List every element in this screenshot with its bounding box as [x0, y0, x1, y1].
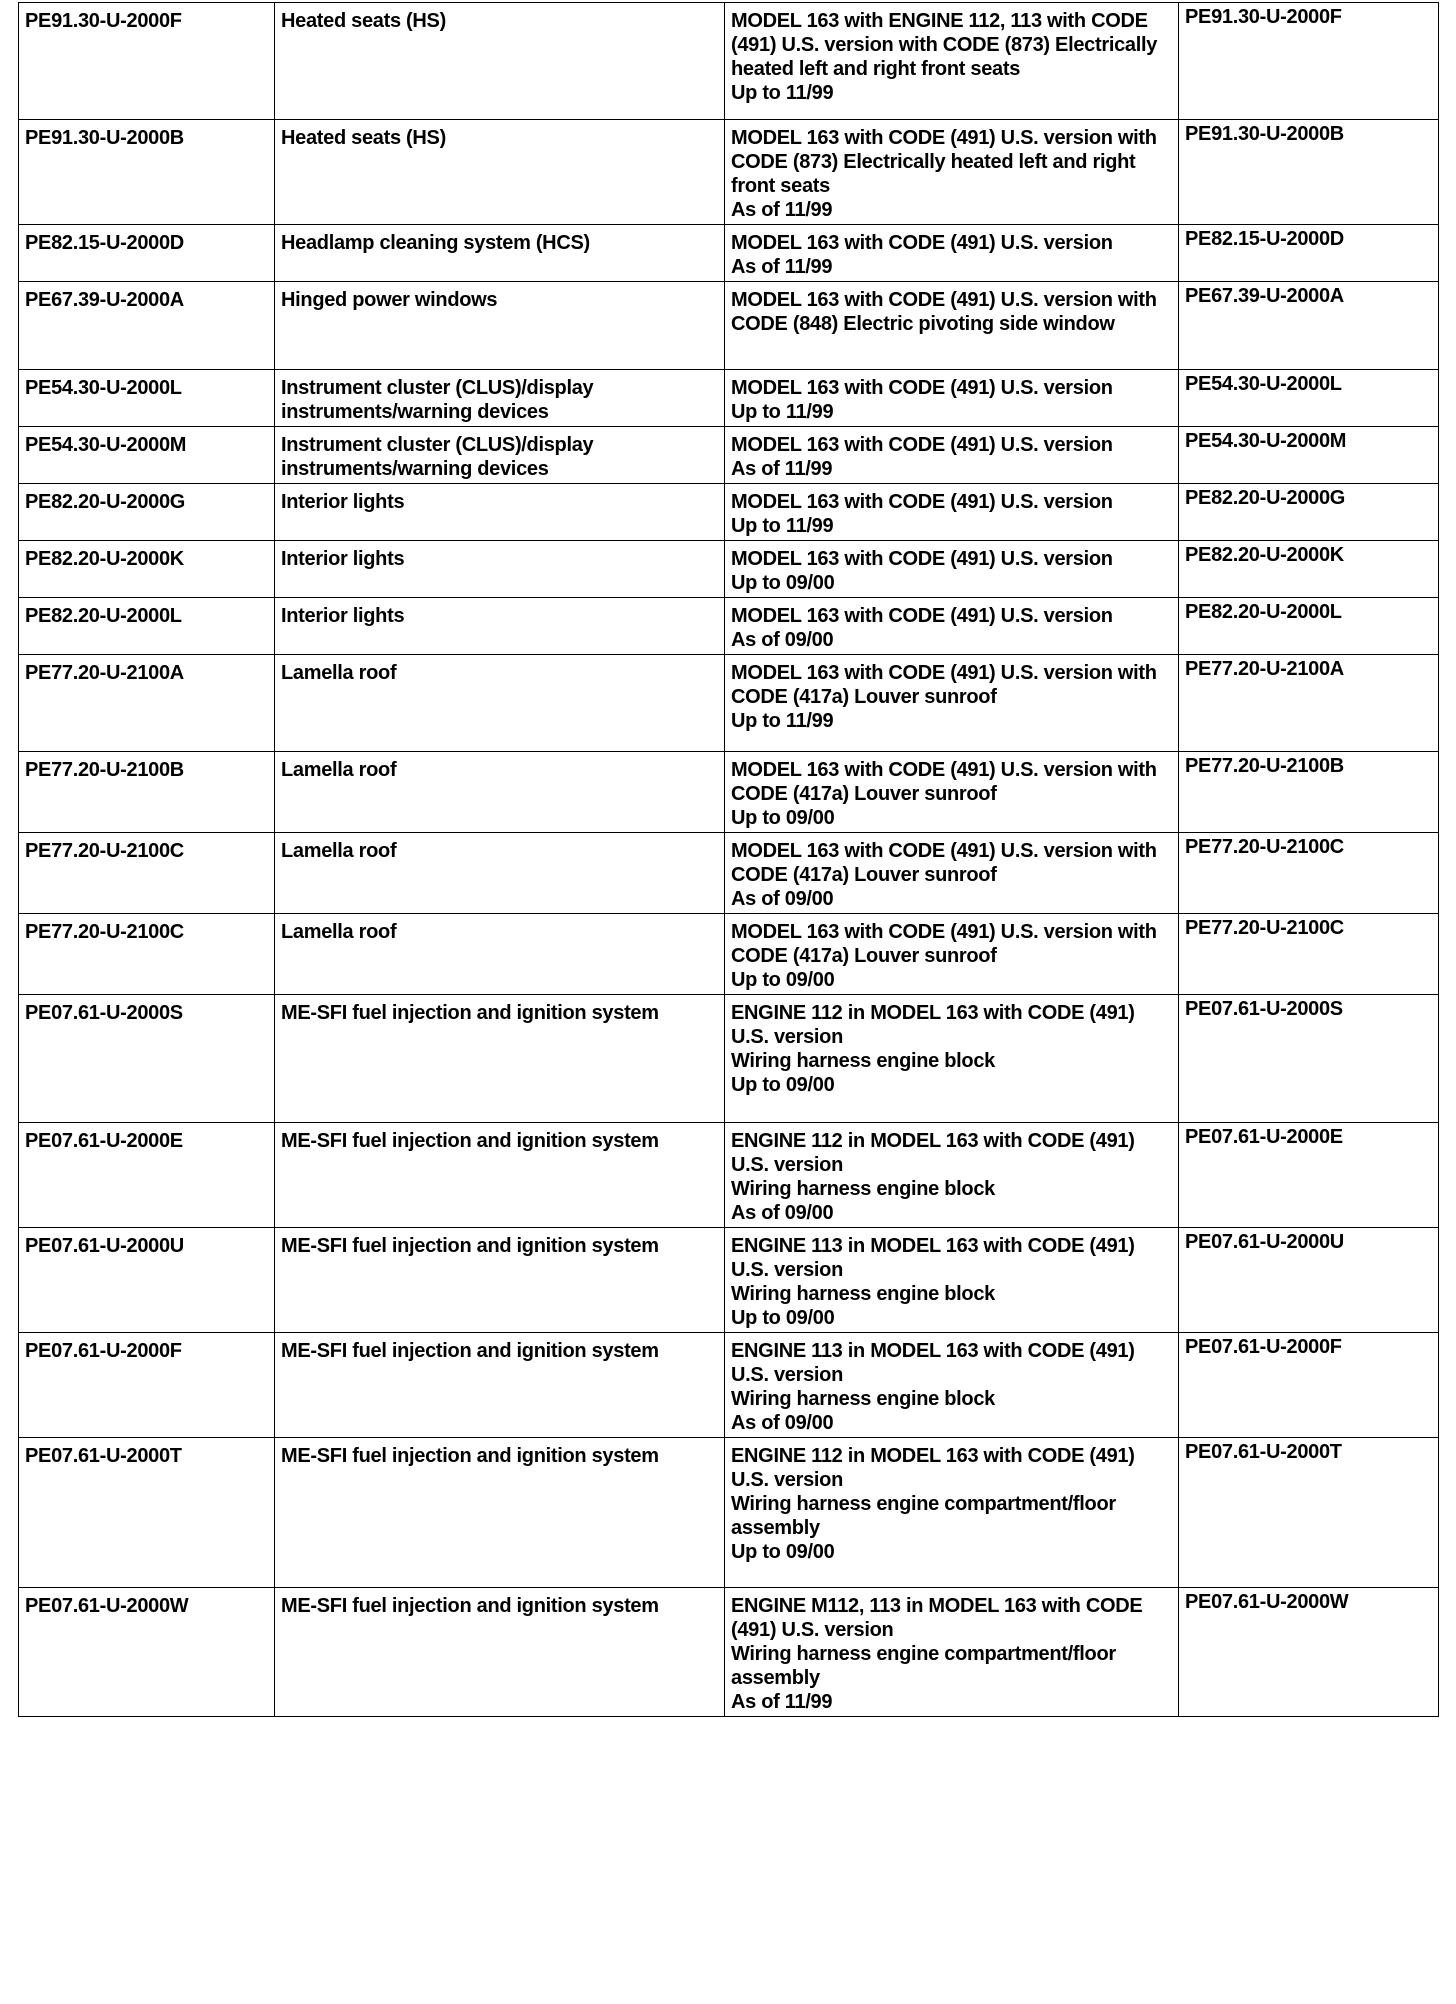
- function-name-cell: Lamella roof: [275, 752, 725, 833]
- wiring-diagram-index-table: [18, 2, 1439, 1717]
- validity-conditions-cell: [725, 370, 1179, 427]
- reference-code-cell: PE07.61-U-2000U: [1179, 1228, 1439, 1333]
- document-code-cell: PE77.20-U-2100A: [19, 655, 275, 752]
- table-row: [19, 833, 1439, 914]
- validity-conditions-cell: [725, 655, 1179, 752]
- table-row: [19, 3, 1439, 120]
- reference-code-cell: PE82.20-U-2000K: [1179, 541, 1439, 598]
- table-row: [19, 1438, 1439, 1588]
- condition-line: ENGINE 112 in MODEL 163 with CODE (491) U.S. version: [731, 1130, 1135, 1176]
- document-code-cell: PE54.30-U-2000M: [19, 427, 275, 484]
- validity-conditions-cell: [725, 225, 1179, 282]
- condition-line: Up to 09/00: [731, 807, 835, 829]
- table-row: [19, 1123, 1439, 1228]
- document-code-cell: PE82.15-U-2000D: [19, 225, 275, 282]
- table-row: [19, 541, 1439, 598]
- condition-line: MODEL 163 with CODE (491) U.S. version: [731, 491, 1113, 513]
- function-name-cell: Lamella roof: [275, 914, 725, 995]
- condition-line: ENGINE 113 in MODEL 163 with CODE (491) U.S. version: [731, 1235, 1135, 1281]
- reference-code-cell: PE82.15-U-2000D: [1179, 225, 1439, 282]
- condition-line: MODEL 163 with CODE (491) U.S. version with CODE (417a) Louver sunroof: [731, 840, 1157, 886]
- function-name-cell: Lamella roof: [275, 833, 725, 914]
- condition-line: MODEL 163 with CODE (491) U.S. version with CODE (873) Electrically heated left and right front seats: [731, 127, 1157, 197]
- document-code-cell: PE82.20-U-2000G: [19, 484, 275, 541]
- condition-line: As of 11/99: [731, 1691, 833, 1713]
- document-code-cell: PE07.61-U-2000F: [19, 1333, 275, 1438]
- reference-code-cell: PE54.30-U-2000M: [1179, 427, 1439, 484]
- reference-code-cell: PE82.20-U-2000G: [1179, 484, 1439, 541]
- table-row: [19, 1333, 1439, 1438]
- reference-code-cell: PE77.20-U-2100B: [1179, 752, 1439, 833]
- table-row: [19, 914, 1439, 995]
- function-name-cell: ME-SFI fuel injection and ignition system: [275, 1228, 725, 1333]
- condition-line: ENGINE 113 in MODEL 163 with CODE (491) U.S. version: [731, 1340, 1135, 1386]
- condition-line: MODEL 163 with CODE (491) U.S. version with CODE (848) Electric pivoting side window: [731, 289, 1157, 335]
- validity-conditions-cell: [725, 598, 1179, 655]
- document-code-cell: PE07.61-U-2000S: [19, 995, 275, 1123]
- condition-line: As of 11/99: [731, 199, 833, 221]
- reference-code-cell: PE77.20-U-2100C: [1179, 833, 1439, 914]
- reference-code-cell: PE91.30-U-2000F: [1179, 3, 1439, 120]
- document-code-cell: PE91.30-U-2000F: [19, 3, 275, 120]
- condition-line: Up to 11/99: [731, 515, 834, 537]
- function-name-cell: Headlamp cleaning system (HCS): [275, 225, 725, 282]
- validity-conditions-cell: [725, 484, 1179, 541]
- function-name-cell: Interior lights: [275, 484, 725, 541]
- validity-conditions-cell: [725, 995, 1179, 1123]
- reference-code-cell: PE77.20-U-2100C: [1179, 914, 1439, 995]
- function-name-cell: Lamella roof: [275, 655, 725, 752]
- condition-line: MODEL 163 with CODE (491) U.S. version: [731, 434, 1113, 456]
- condition-line: Wiring harness engine block: [731, 1388, 995, 1410]
- reference-code-cell: PE82.20-U-2000L: [1179, 598, 1439, 655]
- validity-conditions-cell: [725, 541, 1179, 598]
- condition-line: Wiring harness engine compartment/floor assembly: [731, 1493, 1116, 1539]
- table-row: [19, 225, 1439, 282]
- table-row: [19, 370, 1439, 427]
- document-code-cell: PE77.20-U-2100B: [19, 752, 275, 833]
- condition-line: MODEL 163 with CODE (491) U.S. version with CODE (417a) Louver sunroof: [731, 662, 1157, 708]
- validity-conditions-cell: [725, 1588, 1179, 1717]
- document-code-cell: PE77.20-U-2100C: [19, 833, 275, 914]
- condition-line: MODEL 163 with CODE (491) U.S. version with CODE (417a) Louver sunroof: [731, 759, 1157, 805]
- condition-line: Wiring harness engine compartment/floor assembly: [731, 1643, 1116, 1689]
- table-row: [19, 484, 1439, 541]
- reference-code-cell: PE07.61-U-2000W: [1179, 1588, 1439, 1717]
- table-row: [19, 1588, 1439, 1717]
- condition-line: Up to 09/00: [731, 1074, 835, 1096]
- function-name-cell: Hinged power windows: [275, 282, 725, 370]
- document-code-cell: PE67.39-U-2000A: [19, 282, 275, 370]
- validity-conditions-cell: [725, 833, 1179, 914]
- condition-line: As of 09/00: [731, 888, 834, 910]
- document-code-cell: PE07.61-U-2000U: [19, 1228, 275, 1333]
- validity-conditions-cell: [725, 282, 1179, 370]
- validity-conditions-cell: [725, 1228, 1179, 1333]
- document-code-cell: PE54.30-U-2000L: [19, 370, 275, 427]
- condition-line: MODEL 163 with CODE (491) U.S. version: [731, 548, 1113, 570]
- condition-line: MODEL 163 with CODE (491) U.S. version: [731, 232, 1113, 254]
- condition-line: ENGINE 112 in MODEL 163 with CODE (491) U.S. version: [731, 1445, 1135, 1491]
- condition-line: Up to 09/00: [731, 572, 835, 594]
- condition-line: MODEL 163 with ENGINE 112, 113 with CODE (491) U.S. version with CODE (873) Electrically heated left and right front seats: [731, 10, 1158, 80]
- table-row: [19, 655, 1439, 752]
- condition-line: Up to 11/99: [731, 82, 834, 104]
- condition-line: Up to 11/99: [731, 401, 834, 423]
- condition-line: As of 11/99: [731, 458, 833, 480]
- document-code-cell: PE07.61-U-2000E: [19, 1123, 275, 1228]
- validity-conditions-cell: [725, 1123, 1179, 1228]
- condition-line: ENGINE M112, 113 in MODEL 163 with CODE (491) U.S. version: [731, 1595, 1143, 1641]
- reference-code-cell: PE07.61-U-2000S: [1179, 995, 1439, 1123]
- condition-line: Wiring harness engine block: [731, 1050, 995, 1072]
- document-code-cell: PE91.30-U-2000B: [19, 120, 275, 225]
- condition-line: As of 09/00: [731, 629, 834, 651]
- document-code-cell: PE82.20-U-2000L: [19, 598, 275, 655]
- condition-line: Wiring harness engine block: [731, 1283, 995, 1305]
- function-name-cell: Instrument cluster (CLUS)/display instruments/warning devices: [275, 427, 725, 484]
- function-name-cell: ME-SFI fuel injection and ignition system: [275, 1588, 725, 1717]
- table-row: [19, 995, 1439, 1123]
- table-row: [19, 598, 1439, 655]
- function-name-cell: Instrument cluster (CLUS)/display instruments/warning devices: [275, 370, 725, 427]
- document-code-cell: PE82.20-U-2000K: [19, 541, 275, 598]
- validity-conditions-cell: [725, 427, 1179, 484]
- table-row: [19, 427, 1439, 484]
- condition-line: MODEL 163 with CODE (491) U.S. version: [731, 605, 1113, 627]
- document-code-cell: PE07.61-U-2000W: [19, 1588, 275, 1717]
- validity-conditions-cell: [725, 752, 1179, 833]
- condition-line: Up to 11/99: [731, 710, 834, 732]
- condition-line: Up to 09/00: [731, 969, 835, 991]
- table-row: [19, 120, 1439, 225]
- function-name-cell: Heated seats (HS): [275, 3, 725, 120]
- function-name-cell: Interior lights: [275, 598, 725, 655]
- table-row: [19, 282, 1439, 370]
- condition-line: Up to 09/00: [731, 1541, 835, 1563]
- reference-code-cell: PE77.20-U-2100A: [1179, 655, 1439, 752]
- validity-conditions-cell: [725, 3, 1179, 120]
- table-row: [19, 1228, 1439, 1333]
- condition-line: MODEL 163 with CODE (491) U.S. version: [731, 377, 1113, 399]
- reference-code-cell: PE07.61-U-2000T: [1179, 1438, 1439, 1588]
- document-code-cell: PE07.61-U-2000T: [19, 1438, 275, 1588]
- function-name-cell: Heated seats (HS): [275, 120, 725, 225]
- document-page: [18, 2, 1438, 1717]
- condition-line: ENGINE 112 in MODEL 163 with CODE (491) U.S. version: [731, 1002, 1135, 1048]
- document-code-cell: PE77.20-U-2100C: [19, 914, 275, 995]
- condition-line: MODEL 163 with CODE (491) U.S. version with CODE (417a) Louver sunroof: [731, 921, 1157, 967]
- validity-conditions-cell: [725, 1333, 1179, 1438]
- table-row: [19, 752, 1439, 833]
- reference-code-cell: PE54.30-U-2000L: [1179, 370, 1439, 427]
- condition-line: Wiring harness engine block: [731, 1178, 995, 1200]
- validity-conditions-cell: [725, 1438, 1179, 1588]
- condition-line: As of 09/00: [731, 1412, 834, 1434]
- condition-line: Up to 09/00: [731, 1307, 835, 1329]
- validity-conditions-cell: [725, 914, 1179, 995]
- function-name-cell: ME-SFI fuel injection and ignition system: [275, 1123, 725, 1228]
- validity-conditions-cell: [725, 120, 1179, 225]
- reference-code-cell: PE91.30-U-2000B: [1179, 120, 1439, 225]
- reference-code-cell: PE67.39-U-2000A: [1179, 282, 1439, 370]
- reference-code-cell: PE07.61-U-2000E: [1179, 1123, 1439, 1228]
- function-name-cell: ME-SFI fuel injection and ignition system: [275, 995, 725, 1123]
- table-body: [19, 3, 1439, 1717]
- function-name-cell: Interior lights: [275, 541, 725, 598]
- condition-line: As of 09/00: [731, 1202, 834, 1224]
- function-name-cell: ME-SFI fuel injection and ignition system: [275, 1333, 725, 1438]
- function-name-cell: ME-SFI fuel injection and ignition system: [275, 1438, 725, 1588]
- reference-code-cell: PE07.61-U-2000F: [1179, 1333, 1439, 1438]
- condition-line: As of 11/99: [731, 256, 833, 278]
